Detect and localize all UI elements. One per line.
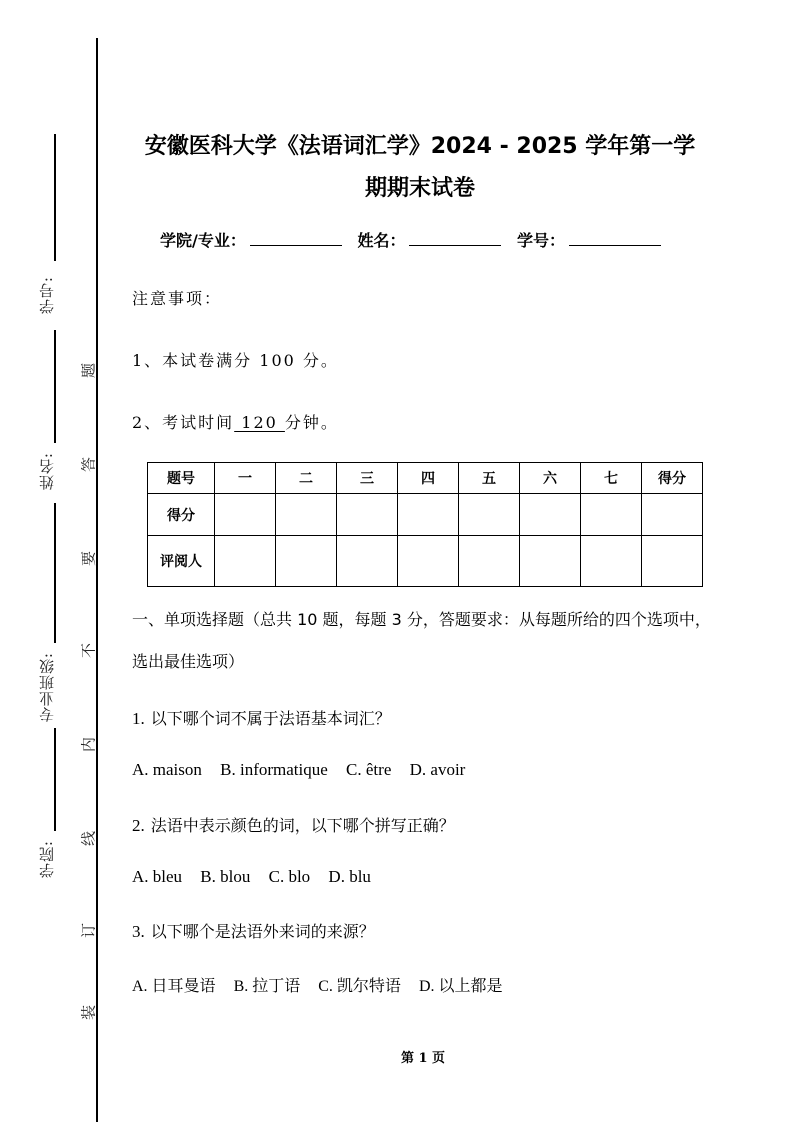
question-number: 3. (132, 922, 145, 941)
exam-duration-value: 120 (234, 413, 285, 432)
score-cell[interactable] (520, 494, 581, 536)
reviewer-cell[interactable] (337, 536, 398, 587)
seal-char: 订 (79, 923, 98, 939)
header-cell: 七 (581, 463, 642, 494)
seal-char: 线 (79, 831, 98, 847)
notes-item-2 (132, 410, 339, 433)
margin-field-name: 姓名: (38, 452, 56, 491)
score-cell[interactable] (276, 494, 337, 536)
notes-item-2-prefix: 2、考试时间 (132, 413, 235, 432)
question-number: 2. (132, 816, 145, 835)
question-text: 法语中表示颜色的词，以下哪个拼写正确？ (150, 816, 455, 835)
header-cell: 三 (337, 463, 398, 494)
exam-title-line2: 期期末试卷 (364, 176, 475, 201)
question-number: 1. (132, 709, 145, 728)
seal-char: 要 (79, 551, 98, 567)
reviewer-cell[interactable] (581, 536, 642, 587)
info-label-student-id: 学号： (517, 231, 566, 250)
header-cell: 一 (215, 463, 276, 494)
student-info-row (160, 228, 671, 251)
score-cell[interactable] (642, 494, 703, 536)
reviewer-cell[interactable] (642, 536, 703, 587)
score-cell[interactable] (581, 494, 642, 536)
option-b[interactable]: B. blou (200, 867, 251, 886)
notes-heading: 注意事项： (132, 289, 223, 308)
header-cell: 得分 (642, 463, 703, 494)
binding-line-segment (54, 503, 56, 643)
option-a[interactable]: A. 日耳曼语 (132, 978, 216, 995)
binding-line-segment (54, 330, 56, 443)
question-1-options (132, 760, 479, 780)
header-cell: 五 (459, 463, 520, 494)
option-a[interactable]: A. maison (132, 760, 202, 779)
option-c[interactable]: C. être (346, 760, 392, 779)
section-1-heading: 一、单项选择题（总共 10 题，每题 3 分，答题要求：从每题所给的四个选项中，选出最佳选项） (132, 610, 711, 671)
student-id-field[interactable] (569, 231, 661, 246)
margin-field-college: 学院: (38, 840, 56, 879)
score-cell[interactable] (459, 494, 520, 536)
header-cell: 六 (520, 463, 581, 494)
option-a[interactable]: A. bleu (132, 867, 183, 886)
info-label-college-major: 学院/专业： (160, 231, 246, 250)
score-table (147, 462, 703, 587)
question-2 (132, 813, 455, 836)
score-table-header (148, 463, 703, 494)
reviewer-cell[interactable] (459, 536, 520, 587)
seal-char: 内 (79, 737, 98, 753)
reviewer-cell[interactable] (276, 536, 337, 587)
binding-line-segment (54, 728, 56, 831)
option-c[interactable]: C. 凯尔特语 (318, 978, 401, 995)
name-field[interactable] (409, 231, 501, 246)
option-d[interactable]: D. blu (328, 867, 371, 886)
college-major-field[interactable] (250, 231, 342, 246)
binding-line-segment (54, 134, 56, 261)
reviewer-cell[interactable] (520, 536, 581, 587)
option-b[interactable]: B. 拉丁语 (233, 978, 301, 995)
margin-field-student-id: 学号: (38, 276, 56, 315)
reviewer-cell[interactable] (398, 536, 459, 587)
score-cell[interactable] (337, 494, 398, 536)
seal-char: 答 (79, 457, 98, 473)
seal-char: 不 (79, 643, 98, 659)
question-2-options (132, 867, 385, 887)
exam-title-line1: 安徽医科大学《法语词汇学》2024 - 2025 学年第一学 (144, 134, 696, 159)
seal-char: 装 (79, 1005, 98, 1021)
score-cell[interactable] (398, 494, 459, 536)
header-cell: 题号 (148, 463, 215, 494)
option-d[interactable]: D. 以上都是 (418, 978, 503, 995)
row-label-score: 得分 (148, 494, 215, 536)
header-cell: 二 (276, 463, 337, 494)
question-3 (132, 919, 375, 942)
question-text: 以下哪个是法语外来词的来源？ (150, 922, 375, 941)
notes-item-2-suffix: 分钟。 (284, 413, 339, 432)
info-label-name: 姓名： (357, 231, 406, 250)
row-label-reviewer: 评阅人 (148, 536, 215, 587)
option-c[interactable]: C. blo (268, 867, 311, 886)
notes-item-1: 1、本试卷满分 100 分。 (132, 351, 339, 370)
header-cell: 四 (398, 463, 459, 494)
question-text: 以下哪个词不属于法语基本词汇？ (150, 709, 391, 728)
score-cell[interactable] (215, 494, 276, 536)
question-3-options (132, 973, 517, 996)
option-b[interactable]: B. informatique (220, 760, 328, 779)
table-row (148, 536, 703, 587)
question-1 (132, 706, 391, 729)
binding-line-outer (96, 38, 98, 1122)
table-row (148, 494, 703, 536)
seal-char: 题 (79, 363, 98, 379)
option-d[interactable]: D. avoir (409, 760, 466, 779)
page-number: 第 1 页 (400, 1051, 446, 1066)
margin-field-major-class: 专业班级: (38, 652, 56, 723)
reviewer-cell[interactable] (215, 536, 276, 587)
